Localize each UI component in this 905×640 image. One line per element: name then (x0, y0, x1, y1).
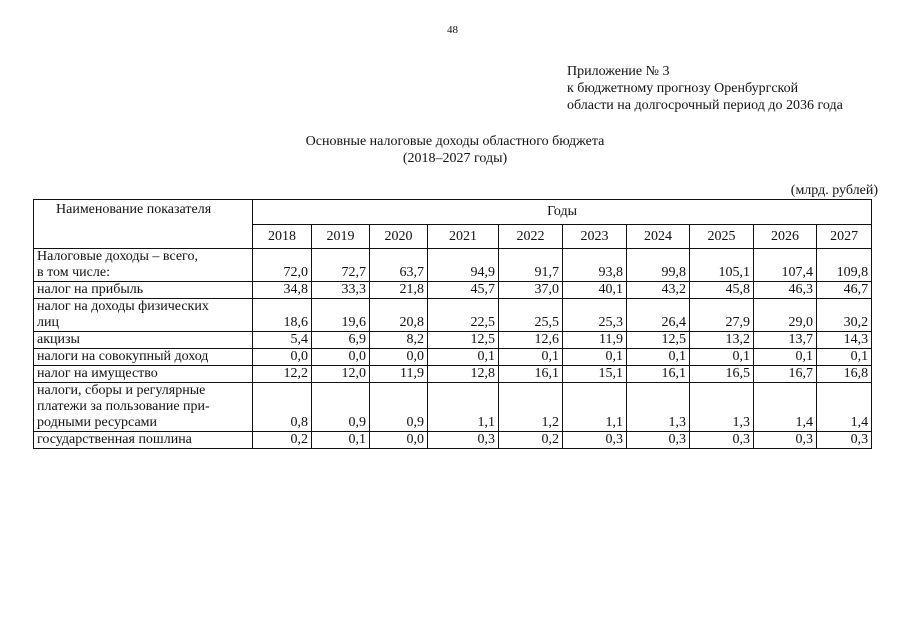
value-cell: 16,8 (817, 366, 872, 383)
value-cell: 46,7 (817, 282, 872, 299)
table-row (34, 332, 872, 349)
indicator-name-line: в том числе: (37, 265, 110, 280)
appendix-line-3: области на долгосрочный период до 2036 года (567, 98, 843, 113)
appendix-line-1: Приложение № 3 (567, 64, 670, 79)
indicator-name (34, 299, 253, 332)
value-cell: 12,8 (428, 366, 499, 383)
value-cell: 105,1 (690, 249, 754, 282)
table-row (34, 299, 872, 332)
value-cell: 12,6 (499, 332, 563, 349)
value-cell: 29,0 (754, 299, 817, 332)
value-cell: 0,1 (312, 432, 370, 449)
name-column-header: Наименование показателя (34, 200, 253, 249)
year-header-2026: 2026 (754, 225, 817, 249)
tax-revenue-table (33, 199, 872, 449)
value-cell: 20,8 (370, 299, 428, 332)
value-cell: 25,5 (499, 299, 563, 332)
year-header-2018: 2018 (253, 225, 312, 249)
value-cell: 0,3 (817, 432, 872, 449)
value-cell: 45,8 (690, 282, 754, 299)
value-cell: 26,4 (627, 299, 690, 332)
value-cell: 16,1 (627, 366, 690, 383)
value-cell: 72,0 (253, 249, 312, 282)
value-cell: 15,1 (563, 366, 627, 383)
value-cell: 1,1 (563, 383, 627, 432)
indicator-name-line: налоги, сборы и регулярные (37, 383, 206, 398)
table-row (34, 383, 872, 432)
value-cell: 0,0 (370, 432, 428, 449)
year-header-2024: 2024 (627, 225, 690, 249)
value-cell: 16,7 (754, 366, 817, 383)
value-cell: 0,1 (428, 349, 499, 366)
value-cell: 12,5 (627, 332, 690, 349)
value-cell: 11,9 (370, 366, 428, 383)
value-cell: 0,1 (499, 349, 563, 366)
year-header-2021: 2021 (428, 225, 499, 249)
value-cell: 0,0 (253, 349, 312, 366)
value-cell: 34,8 (253, 282, 312, 299)
appendix-heading (567, 63, 843, 114)
value-cell: 72,7 (312, 249, 370, 282)
year-header-2020: 2020 (370, 225, 428, 249)
value-cell: 1,4 (754, 383, 817, 432)
year-header-2025: 2025 (690, 225, 754, 249)
page-number: 48 (447, 24, 458, 36)
value-cell: 11,9 (563, 332, 627, 349)
indicator-name (34, 332, 253, 349)
units-note: (млрд. рублей) (790, 183, 878, 198)
value-cell: 46,3 (754, 282, 817, 299)
year-header-2022: 2022 (499, 225, 563, 249)
indicator-name (34, 282, 253, 299)
value-cell: 1,2 (499, 383, 563, 432)
value-cell: 0,9 (312, 383, 370, 432)
value-cell: 0,1 (563, 349, 627, 366)
appendix-line-2: к бюджетному прогнозу Оренбургской (567, 81, 799, 96)
indicator-name-line: Налоговые доходы – всего, (37, 249, 198, 264)
value-cell: 93,8 (563, 249, 627, 282)
value-cell: 0,3 (690, 432, 754, 449)
indicator-name-line: государственная пошлина (37, 432, 192, 447)
value-cell: 25,3 (563, 299, 627, 332)
indicator-name-line: налог на доходы физических (37, 299, 209, 314)
table-row (34, 432, 872, 449)
value-cell: 0,3 (428, 432, 499, 449)
value-cell: 0,3 (563, 432, 627, 449)
year-header-2027: 2027 (817, 225, 872, 249)
value-cell: 22,5 (428, 299, 499, 332)
value-cell: 14,3 (817, 332, 872, 349)
value-cell: 94,9 (428, 249, 499, 282)
value-cell: 1,1 (428, 383, 499, 432)
value-cell: 0,8 (253, 383, 312, 432)
table-row (34, 249, 872, 282)
years-header: Годы (253, 200, 872, 225)
value-cell: 63,7 (370, 249, 428, 282)
value-cell: 1,4 (817, 383, 872, 432)
value-cell: 0,1 (627, 349, 690, 366)
indicator-name-line: акцизы (37, 332, 80, 347)
value-cell: 0,1 (754, 349, 817, 366)
indicator-name-line: налог на прибыль (37, 282, 144, 297)
value-cell: 43,2 (627, 282, 690, 299)
value-cell: 109,8 (817, 249, 872, 282)
indicator-name-line: лиц (37, 315, 59, 330)
value-cell: 0,3 (754, 432, 817, 449)
year-header-2019: 2019 (312, 225, 370, 249)
value-cell: 30,2 (817, 299, 872, 332)
value-cell: 37,0 (499, 282, 563, 299)
table-row (34, 349, 872, 366)
value-cell: 18,6 (253, 299, 312, 332)
value-cell: 6,9 (312, 332, 370, 349)
header-row (34, 200, 872, 225)
value-cell: 0,1 (817, 349, 872, 366)
indicator-name (34, 366, 253, 383)
indicator-name (34, 249, 253, 282)
value-cell: 19,6 (312, 299, 370, 332)
value-cell: 0,2 (253, 432, 312, 449)
value-cell: 91,7 (499, 249, 563, 282)
value-cell: 0,3 (627, 432, 690, 449)
value-cell: 1,3 (627, 383, 690, 432)
value-cell: 45,7 (428, 282, 499, 299)
value-cell: 16,5 (690, 366, 754, 383)
table-row (34, 366, 872, 383)
value-cell: 13,2 (690, 332, 754, 349)
title-line-2: (2018–2027 годы) (402, 151, 508, 166)
indicator-name (34, 349, 253, 366)
value-cell: 12,2 (253, 366, 312, 383)
value-cell: 27,9 (690, 299, 754, 332)
value-cell: 0,0 (370, 349, 428, 366)
indicator-name-line: платежи за пользование при- (37, 399, 210, 414)
indicator-name-line: родными ресурсами (37, 415, 158, 430)
value-cell: 0,0 (312, 349, 370, 366)
table-row (34, 282, 872, 299)
value-cell: 99,8 (627, 249, 690, 282)
value-cell: 0,9 (370, 383, 428, 432)
year-header-2023: 2023 (563, 225, 627, 249)
value-cell: 5,4 (253, 332, 312, 349)
value-cell: 107,4 (754, 249, 817, 282)
indicator-name (34, 432, 253, 449)
value-cell: 1,3 (690, 383, 754, 432)
value-cell: 16,1 (499, 366, 563, 383)
value-cell: 0,2 (499, 432, 563, 449)
value-cell: 0,1 (690, 349, 754, 366)
indicator-name (34, 383, 253, 432)
indicator-name-line: налоги на совокупный доход (37, 349, 209, 364)
value-cell: 21,8 (370, 282, 428, 299)
indicator-name-line: налог на имущество (37, 366, 158, 381)
title-line-1: Основные налоговые доходы областного бюджета (305, 134, 605, 149)
value-cell: 13,7 (754, 332, 817, 349)
value-cell: 12,5 (428, 332, 499, 349)
value-cell: 33,3 (312, 282, 370, 299)
value-cell: 12,0 (312, 366, 370, 383)
value-cell: 40,1 (563, 282, 627, 299)
document-title (200, 133, 710, 167)
value-cell: 8,2 (370, 332, 428, 349)
